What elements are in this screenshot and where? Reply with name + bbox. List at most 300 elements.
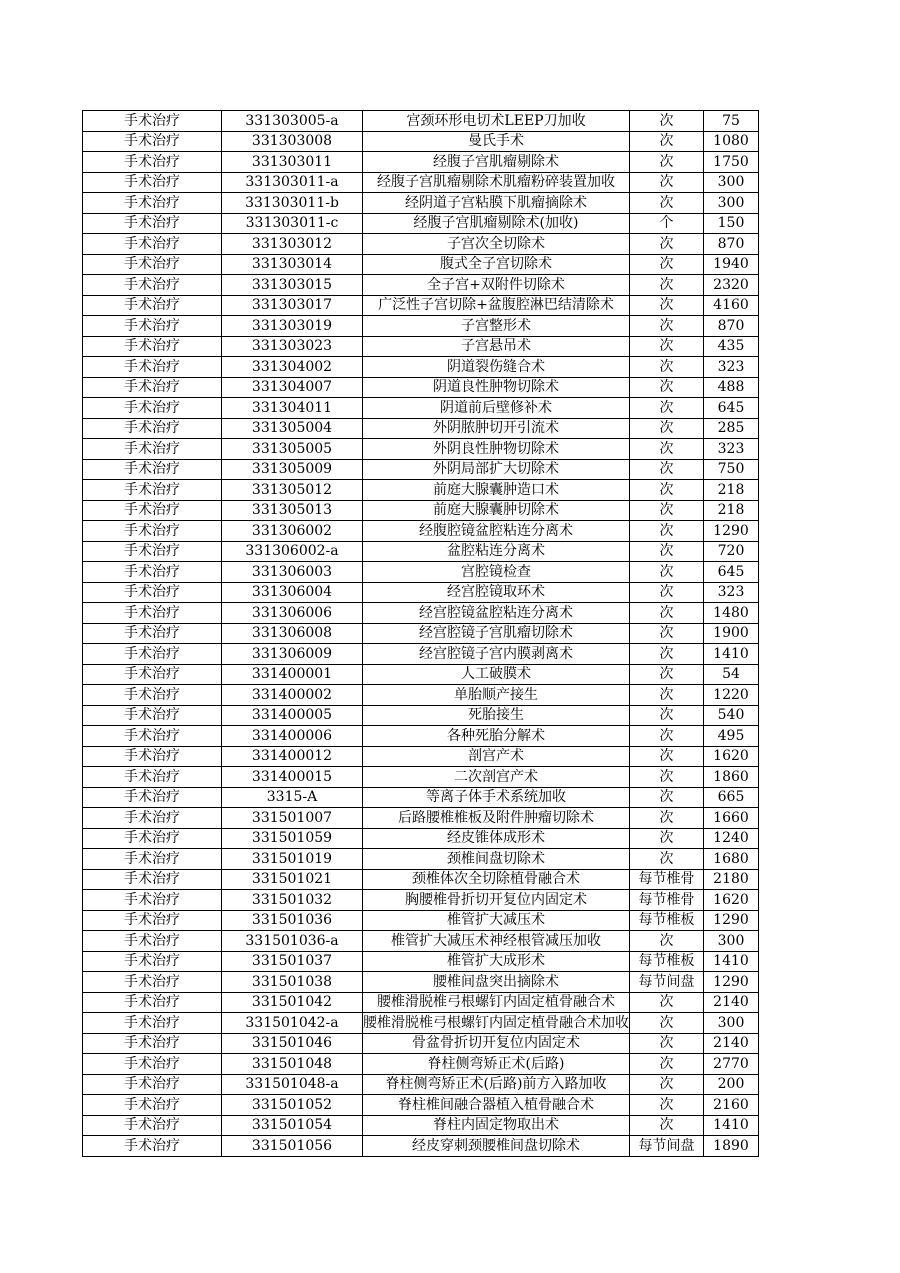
price-cell[interactable]: 2320 xyxy=(704,275,759,296)
category-cell[interactable]: 手术治疗 xyxy=(83,336,222,357)
unit-cell[interactable]: 次 xyxy=(630,582,704,603)
table-row xyxy=(83,603,759,624)
unit-cell[interactable]: 每节间盘 xyxy=(630,972,704,993)
code-cell[interactable]: 331303023 xyxy=(222,336,363,357)
code-cell[interactable]: 331501042-a xyxy=(222,1013,363,1034)
table-row xyxy=(83,1054,759,1075)
category-cell[interactable]: 手术治疗 xyxy=(83,972,222,993)
unit-cell[interactable]: 个 xyxy=(630,213,704,234)
category-cell[interactable]: 手术治疗 xyxy=(83,685,222,706)
unit-cell[interactable]: 每节间盘 xyxy=(630,1136,704,1157)
price-cell[interactable]: 323 xyxy=(704,582,759,603)
category-cell[interactable]: 手术治疗 xyxy=(83,1054,222,1075)
unit-cell[interactable]: 次 xyxy=(630,377,704,398)
price-cell[interactable]: 300 xyxy=(704,193,759,214)
category-cell[interactable]: 手术治疗 xyxy=(83,234,222,255)
table-row xyxy=(83,357,759,378)
code-cell[interactable]: 331501007 xyxy=(222,808,363,829)
category-cell[interactable]: 手术治疗 xyxy=(83,398,222,419)
category-cell[interactable]: 手术治疗 xyxy=(83,726,222,747)
item-name-cell[interactable]: 单胎顺产接生 xyxy=(363,685,630,706)
code-cell[interactable]: 331306006 xyxy=(222,603,363,624)
table-row xyxy=(83,972,759,993)
category-cell[interactable]: 手术治疗 xyxy=(83,1115,222,1136)
category-cell[interactable]: 手术治疗 xyxy=(83,787,222,808)
price-cell[interactable]: 750 xyxy=(704,459,759,480)
price-cell[interactable]: 54 xyxy=(704,664,759,685)
category-cell[interactable]: 手术治疗 xyxy=(83,951,222,972)
unit-cell[interactable]: 次 xyxy=(630,931,704,952)
price-cell[interactable]: 1890 xyxy=(704,1136,759,1157)
category-cell[interactable]: 手术治疗 xyxy=(83,439,222,460)
category-cell[interactable]: 手术治疗 xyxy=(83,1013,222,1034)
unit-cell[interactable]: 每节椎骨 xyxy=(630,890,704,911)
price-cell[interactable]: 1680 xyxy=(704,849,759,870)
price-cell[interactable]: 1940 xyxy=(704,254,759,275)
category-cell[interactable]: 手术治疗 xyxy=(83,480,222,501)
table-row xyxy=(83,1074,759,1095)
item-name-cell[interactable]: 子宫悬吊术 xyxy=(363,336,630,357)
code-cell[interactable]: 331303014 xyxy=(222,254,363,275)
item-name-cell[interactable]: 经腹腔镜盆腔粘连分离术 xyxy=(363,521,630,542)
table-row xyxy=(83,336,759,357)
unit-cell[interactable]: 每节椎板 xyxy=(630,951,704,972)
item-name-cell[interactable]: 人工破膜术 xyxy=(363,664,630,685)
price-cell[interactable]: 1290 xyxy=(704,972,759,993)
price-cell[interactable]: 1620 xyxy=(704,890,759,911)
code-cell[interactable]: 3315-A xyxy=(222,787,363,808)
code-cell[interactable]: 331400002 xyxy=(222,685,363,706)
item-name-cell[interactable]: 前庭大腺囊肿切除术 xyxy=(363,500,630,521)
category-cell[interactable]: 手术治疗 xyxy=(83,603,222,624)
item-name-cell[interactable]: 经腹子宫肌瘤剔除术肌瘤粉碎装置加收 xyxy=(363,172,630,193)
item-name-cell[interactable]: 经宫腔镜取环术 xyxy=(363,582,630,603)
item-name-cell[interactable]: 椎管扩大成形术 xyxy=(363,951,630,972)
price-cell[interactable]: 1240 xyxy=(704,828,759,849)
category-cell[interactable]: 手术治疗 xyxy=(83,131,222,152)
code-cell[interactable]: 331400001 xyxy=(222,664,363,685)
item-name-cell[interactable]: 经宫腔镜子宫内膜剥离术 xyxy=(363,644,630,665)
table-row xyxy=(83,951,759,972)
table-row xyxy=(83,418,759,439)
unit-cell[interactable]: 次 xyxy=(630,705,704,726)
item-name-cell[interactable]: 腰椎滑脱椎弓根螺钉内固定植骨融合术 xyxy=(363,992,630,1013)
item-name-cell[interactable]: 剖宫产术 xyxy=(363,746,630,767)
item-name-cell[interactable]: 外阴脓肿切开引流术 xyxy=(363,418,630,439)
code-cell[interactable]: 331501032 xyxy=(222,890,363,911)
table-row xyxy=(83,1095,759,1116)
code-cell[interactable]: 331305009 xyxy=(222,459,363,480)
price-cell[interactable]: 495 xyxy=(704,726,759,747)
price-cell[interactable]: 1750 xyxy=(704,152,759,173)
table-row xyxy=(83,111,759,132)
item-name-cell[interactable]: 经阴道子宫粘膜下肌瘤摘除术 xyxy=(363,193,630,214)
category-cell[interactable]: 手术治疗 xyxy=(83,193,222,214)
price-cell[interactable]: 435 xyxy=(704,336,759,357)
unit-cell[interactable]: 次 xyxy=(630,398,704,419)
item-name-cell[interactable]: 腹式全子宫切除术 xyxy=(363,254,630,275)
unit-cell[interactable]: 次 xyxy=(630,131,704,152)
item-name-cell[interactable]: 经腹子宫肌瘤剔除术(加收) xyxy=(363,213,630,234)
item-name-cell[interactable]: 盆腔粘连分离术 xyxy=(363,541,630,562)
unit-cell[interactable]: 次 xyxy=(630,459,704,480)
category-cell[interactable]: 手术治疗 xyxy=(83,275,222,296)
table-row xyxy=(83,828,759,849)
table-row xyxy=(83,562,759,583)
code-cell[interactable]: 331303005-a xyxy=(222,111,363,132)
code-cell[interactable]: 331501019 xyxy=(222,849,363,870)
category-cell[interactable]: 手术治疗 xyxy=(83,357,222,378)
item-name-cell[interactable]: 经宫腔镜子宫肌瘤切除术 xyxy=(363,623,630,644)
table-row xyxy=(83,726,759,747)
item-name-cell[interactable]: 宫颈环形电切术LEEP刀加收 xyxy=(363,111,630,132)
item-name-cell[interactable]: 脊柱侧弯矫正术(后路) xyxy=(363,1054,630,1075)
category-cell[interactable]: 手术治疗 xyxy=(83,213,222,234)
unit-cell[interactable]: 次 xyxy=(630,336,704,357)
item-name-cell[interactable]: 阴道裂伤缝合术 xyxy=(363,357,630,378)
table-row xyxy=(83,1013,759,1034)
item-name-cell[interactable]: 经皮锥体成形术 xyxy=(363,828,630,849)
unit-cell[interactable]: 次 xyxy=(630,726,704,747)
table-row xyxy=(83,931,759,952)
item-name-cell[interactable]: 脊柱椎间融合器植入植骨融合术 xyxy=(363,1095,630,1116)
price-cell[interactable]: 540 xyxy=(704,705,759,726)
code-cell[interactable]: 331305012 xyxy=(222,480,363,501)
code-cell[interactable]: 331305004 xyxy=(222,418,363,439)
price-cell[interactable]: 285 xyxy=(704,418,759,439)
price-cell[interactable]: 1220 xyxy=(704,685,759,706)
unit-cell[interactable]: 次 xyxy=(630,480,704,501)
table-row xyxy=(83,500,759,521)
item-name-cell[interactable]: 椎管扩大减压术 xyxy=(363,910,630,931)
item-name-cell[interactable]: 外阴局部扩大切除术 xyxy=(363,459,630,480)
table-row xyxy=(83,849,759,870)
code-cell[interactable]: 331501036-a xyxy=(222,931,363,952)
item-name-cell[interactable]: 各种死胎分解术 xyxy=(363,726,630,747)
table-row xyxy=(83,459,759,480)
unit-cell[interactable]: 次 xyxy=(630,623,704,644)
table-row xyxy=(83,521,759,542)
code-cell[interactable]: 331501059 xyxy=(222,828,363,849)
code-cell[interactable]: 331303011-b xyxy=(222,193,363,214)
price-cell[interactable]: 1660 xyxy=(704,808,759,829)
unit-cell[interactable]: 次 xyxy=(630,541,704,562)
price-cell[interactable]: 1080 xyxy=(704,131,759,152)
code-cell[interactable]: 331303012 xyxy=(222,234,363,255)
code-cell[interactable]: 331304011 xyxy=(222,398,363,419)
unit-cell[interactable]: 次 xyxy=(630,357,704,378)
table-row xyxy=(83,623,759,644)
category-cell[interactable]: 手术治疗 xyxy=(83,254,222,275)
unit-cell[interactable]: 次 xyxy=(630,828,704,849)
price-cell[interactable]: 1410 xyxy=(704,951,759,972)
table-row xyxy=(83,398,759,419)
table-row xyxy=(83,869,759,890)
category-cell[interactable]: 手术治疗 xyxy=(83,767,222,788)
category-cell[interactable]: 手术治疗 xyxy=(83,808,222,829)
item-name-cell[interactable]: 经皮穿刺颈腰椎间盘切除术 xyxy=(363,1136,630,1157)
item-name-cell[interactable]: 阴道良性肿物切除术 xyxy=(363,377,630,398)
table-row xyxy=(83,910,759,931)
unit-cell[interactable]: 次 xyxy=(630,746,704,767)
item-name-cell[interactable]: 胸腰椎骨折切开复位内固定术 xyxy=(363,890,630,911)
category-cell[interactable]: 手术治疗 xyxy=(83,992,222,1013)
price-cell[interactable]: 75 xyxy=(704,111,759,132)
unit-cell[interactable]: 每节椎骨 xyxy=(630,869,704,890)
price-cell[interactable]: 218 xyxy=(704,480,759,501)
code-cell[interactable]: 331501021 xyxy=(222,869,363,890)
code-cell[interactable]: 331501038 xyxy=(222,972,363,993)
item-name-cell[interactable]: 骨盆骨折切开复位内固定术 xyxy=(363,1033,630,1054)
unit-cell[interactable]: 次 xyxy=(630,992,704,1013)
code-cell[interactable]: 331306009 xyxy=(222,644,363,665)
unit-cell[interactable]: 次 xyxy=(630,418,704,439)
category-cell[interactable]: 手术治疗 xyxy=(83,1033,222,1054)
code-cell[interactable]: 331306008 xyxy=(222,623,363,644)
price-cell[interactable]: 300 xyxy=(704,1013,759,1034)
category-cell[interactable]: 手术治疗 xyxy=(83,746,222,767)
price-cell[interactable]: 323 xyxy=(704,439,759,460)
price-cell[interactable]: 300 xyxy=(704,931,759,952)
table-row xyxy=(83,439,759,460)
item-name-cell[interactable]: 颈椎间盘切除术 xyxy=(363,849,630,870)
unit-cell[interactable]: 次 xyxy=(630,664,704,685)
code-cell[interactable]: 331305005 xyxy=(222,439,363,460)
category-cell[interactable]: 手术治疗 xyxy=(83,869,222,890)
table-row xyxy=(83,316,759,337)
unit-cell[interactable]: 次 xyxy=(630,295,704,316)
item-name-cell[interactable]: 脊柱侧弯矫正术(后路)前方入路加收 xyxy=(363,1074,630,1095)
category-cell[interactable]: 手术治疗 xyxy=(83,500,222,521)
code-cell[interactable]: 331303019 xyxy=(222,316,363,337)
code-cell[interactable]: 331305013 xyxy=(222,500,363,521)
item-name-cell[interactable]: 全子宫+双附件切除术 xyxy=(363,275,630,296)
unit-cell[interactable]: 次 xyxy=(630,316,704,337)
code-cell[interactable]: 331501054 xyxy=(222,1115,363,1136)
item-name-cell[interactable]: 二次剖宫产术 xyxy=(363,767,630,788)
code-cell[interactable]: 331400012 xyxy=(222,746,363,767)
unit-cell[interactable]: 次 xyxy=(630,849,704,870)
item-name-cell[interactable]: 腰椎间盘突出摘除术 xyxy=(363,972,630,993)
price-cell[interactable]: 645 xyxy=(704,562,759,583)
category-cell[interactable]: 手术治疗 xyxy=(83,890,222,911)
price-cell[interactable]: 150 xyxy=(704,213,759,234)
item-name-cell[interactable]: 腰椎滑脱椎弓根螺钉内固定植骨融合术加收 xyxy=(363,1013,630,1034)
unit-cell[interactable]: 次 xyxy=(630,1033,704,1054)
code-cell[interactable]: 331501056 xyxy=(222,1136,363,1157)
price-cell[interactable]: 323 xyxy=(704,357,759,378)
price-cell[interactable]: 2160 xyxy=(704,1095,759,1116)
unit-cell[interactable]: 次 xyxy=(630,787,704,808)
unit-cell[interactable]: 次 xyxy=(630,603,704,624)
code-cell[interactable]: 331303011-c xyxy=(222,213,363,234)
category-cell[interactable]: 手术治疗 xyxy=(83,828,222,849)
code-cell[interactable]: 331303015 xyxy=(222,275,363,296)
category-cell[interactable]: 手术治疗 xyxy=(83,1095,222,1116)
table-row xyxy=(83,808,759,829)
item-name-cell[interactable]: 外阴良性肿物切除术 xyxy=(363,439,630,460)
unit-cell[interactable]: 次 xyxy=(630,685,704,706)
item-name-cell[interactable]: 经腹子宫肌瘤剔除术 xyxy=(363,152,630,173)
code-cell[interactable]: 331400005 xyxy=(222,705,363,726)
table-row xyxy=(83,644,759,665)
price-cell[interactable]: 2180 xyxy=(704,869,759,890)
table-row xyxy=(83,787,759,808)
price-cell[interactable]: 1410 xyxy=(704,644,759,665)
price-cell[interactable]: 300 xyxy=(704,172,759,193)
item-name-cell[interactable]: 脊柱内固定物取出术 xyxy=(363,1115,630,1136)
unit-cell[interactable]: 次 xyxy=(630,1054,704,1075)
table-row xyxy=(83,193,759,214)
code-cell[interactable]: 331400006 xyxy=(222,726,363,747)
price-cell[interactable]: 1900 xyxy=(704,623,759,644)
code-cell[interactable]: 331303008 xyxy=(222,131,363,152)
code-cell[interactable]: 331306003 xyxy=(222,562,363,583)
table-row xyxy=(83,582,759,603)
code-cell[interactable]: 331306002-a xyxy=(222,541,363,562)
code-cell[interactable]: 331304002 xyxy=(222,357,363,378)
table-row xyxy=(83,1115,759,1136)
category-cell[interactable]: 手术治疗 xyxy=(83,705,222,726)
unit-cell[interactable]: 次 xyxy=(630,193,704,214)
price-cell[interactable]: 488 xyxy=(704,377,759,398)
table-row xyxy=(83,705,759,726)
category-cell[interactable]: 手术治疗 xyxy=(83,541,222,562)
unit-cell[interactable]: 次 xyxy=(630,439,704,460)
code-cell[interactable]: 331303011 xyxy=(222,152,363,173)
code-cell[interactable]: 331501048 xyxy=(222,1054,363,1075)
category-cell[interactable]: 手术治疗 xyxy=(83,562,222,583)
category-cell[interactable]: 手术治疗 xyxy=(83,644,222,665)
unit-cell[interactable]: 次 xyxy=(630,275,704,296)
category-cell[interactable]: 手术治疗 xyxy=(83,849,222,870)
price-cell[interactable]: 2770 xyxy=(704,1054,759,1075)
table-row xyxy=(83,992,759,1013)
unit-cell[interactable]: 次 xyxy=(630,1013,704,1034)
code-cell[interactable]: 331501037 xyxy=(222,951,363,972)
category-cell[interactable]: 手术治疗 xyxy=(83,418,222,439)
unit-cell[interactable]: 每节椎板 xyxy=(630,910,704,931)
unit-cell[interactable]: 次 xyxy=(630,1074,704,1095)
code-cell[interactable]: 331501052 xyxy=(222,1095,363,1116)
unit-cell[interactable]: 次 xyxy=(630,500,704,521)
code-cell[interactable]: 331400015 xyxy=(222,767,363,788)
item-name-cell[interactable]: 等离子体手术系统加收 xyxy=(363,787,630,808)
category-cell[interactable]: 手术治疗 xyxy=(83,377,222,398)
price-cell[interactable]: 870 xyxy=(704,234,759,255)
unit-cell[interactable]: 次 xyxy=(630,644,704,665)
unit-cell[interactable]: 次 xyxy=(630,152,704,173)
item-name-cell[interactable]: 子宫次全切除术 xyxy=(363,234,630,255)
price-cell[interactable]: 1620 xyxy=(704,746,759,767)
item-name-cell[interactable]: 曼氏手术 xyxy=(363,131,630,152)
code-cell[interactable]: 331501046 xyxy=(222,1033,363,1054)
item-name-cell[interactable]: 死胎接生 xyxy=(363,705,630,726)
category-cell[interactable]: 手术治疗 xyxy=(83,1074,222,1095)
unit-cell[interactable]: 次 xyxy=(630,1115,704,1136)
code-cell[interactable]: 331306004 xyxy=(222,582,363,603)
unit-cell[interactable]: 次 xyxy=(630,767,704,788)
category-cell[interactable]: 手术治疗 xyxy=(83,152,222,173)
price-cell[interactable]: 665 xyxy=(704,787,759,808)
unit-cell[interactable]: 次 xyxy=(630,172,704,193)
table-row xyxy=(83,767,759,788)
table-row xyxy=(83,685,759,706)
code-cell[interactable]: 331306002 xyxy=(222,521,363,542)
item-name-cell[interactable]: 后路腰椎椎板及附件肿瘤切除术 xyxy=(363,808,630,829)
category-cell[interactable]: 手术治疗 xyxy=(83,316,222,337)
price-cell[interactable]: 1480 xyxy=(704,603,759,624)
unit-cell[interactable]: 次 xyxy=(630,1095,704,1116)
table-row xyxy=(83,480,759,501)
unit-cell[interactable]: 次 xyxy=(630,562,704,583)
unit-cell[interactable]: 次 xyxy=(630,254,704,275)
item-name-cell[interactable]: 颈椎体次全切除植骨融合术 xyxy=(363,869,630,890)
category-cell[interactable]: 手术治疗 xyxy=(83,111,222,132)
price-cell[interactable]: 200 xyxy=(704,1074,759,1095)
price-cell[interactable]: 1860 xyxy=(704,767,759,788)
table-row xyxy=(83,131,759,152)
category-cell[interactable]: 手术治疗 xyxy=(83,172,222,193)
table-row xyxy=(83,213,759,234)
code-cell[interactable]: 331304007 xyxy=(222,377,363,398)
category-cell[interactable]: 手术治疗 xyxy=(83,931,222,952)
table-row xyxy=(83,295,759,316)
price-cell[interactable]: 720 xyxy=(704,541,759,562)
price-cell[interactable]: 218 xyxy=(704,500,759,521)
price-cell[interactable]: 4160 xyxy=(704,295,759,316)
item-name-cell[interactable]: 子宫整形术 xyxy=(363,316,630,337)
code-cell[interactable]: 331501042 xyxy=(222,992,363,1013)
unit-cell[interactable]: 次 xyxy=(630,234,704,255)
table-row xyxy=(83,254,759,275)
item-name-cell[interactable]: 阴道前后壁修补术 xyxy=(363,398,630,419)
category-cell[interactable]: 手术治疗 xyxy=(83,623,222,644)
unit-cell[interactable]: 次 xyxy=(630,808,704,829)
price-cell[interactable]: 1410 xyxy=(704,1115,759,1136)
item-name-cell[interactable]: 经宫腔镜盆腔粘连分离术 xyxy=(363,603,630,624)
category-cell[interactable]: 手术治疗 xyxy=(83,521,222,542)
price-cell[interactable]: 2140 xyxy=(704,992,759,1013)
table-row xyxy=(83,746,759,767)
price-cell[interactable]: 2140 xyxy=(704,1033,759,1054)
item-name-cell[interactable]: 前庭大腺囊肿造口术 xyxy=(363,480,630,501)
price-cell[interactable]: 1290 xyxy=(704,910,759,931)
category-cell[interactable]: 手术治疗 xyxy=(83,582,222,603)
category-cell[interactable]: 手术治疗 xyxy=(83,295,222,316)
table-row xyxy=(83,541,759,562)
price-cell[interactable]: 645 xyxy=(704,398,759,419)
unit-cell[interactable]: 次 xyxy=(630,521,704,542)
unit-cell[interactable]: 次 xyxy=(630,111,704,132)
code-cell[interactable]: 331303017 xyxy=(222,295,363,316)
code-cell[interactable]: 331303011-a xyxy=(222,172,363,193)
table-row xyxy=(83,1136,759,1157)
item-name-cell[interactable]: 广泛性子宫切除+盆腹腔淋巴结清除术 xyxy=(363,295,630,316)
table-row xyxy=(83,172,759,193)
category-cell[interactable]: 手术治疗 xyxy=(83,910,222,931)
category-cell[interactable]: 手术治疗 xyxy=(83,459,222,480)
item-name-cell[interactable]: 宫腔镜检查 xyxy=(363,562,630,583)
price-cell[interactable]: 870 xyxy=(704,316,759,337)
category-cell[interactable]: 手术治疗 xyxy=(83,1136,222,1157)
price-cell[interactable]: 1290 xyxy=(704,521,759,542)
table-row xyxy=(83,152,759,173)
item-name-cell[interactable]: 椎管扩大减压术神经根管减压加收 xyxy=(363,931,630,952)
code-cell[interactable]: 331501048-a xyxy=(222,1074,363,1095)
category-cell[interactable]: 手术治疗 xyxy=(83,664,222,685)
code-cell[interactable]: 331501036 xyxy=(222,910,363,931)
